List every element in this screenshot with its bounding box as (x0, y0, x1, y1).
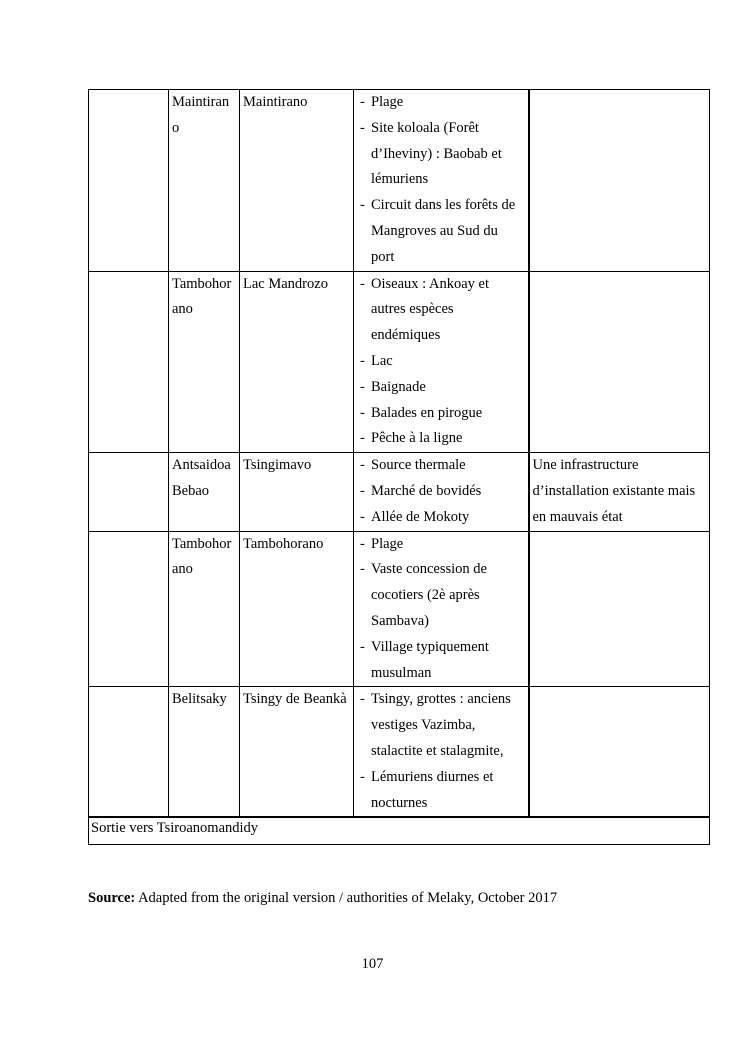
blank-region-cell (89, 531, 169, 687)
table-row (89, 90, 710, 272)
attraction-line: Mangroves au Sud du (371, 222, 498, 239)
attraction-line: nocturnes (371, 794, 428, 811)
remarks-cell (529, 90, 710, 272)
district-line: ano (172, 301, 193, 318)
attraction-line: vestiges Vazimba, (371, 717, 476, 734)
remarks-cell (529, 687, 710, 817)
attraction-line: Sambava) (371, 612, 429, 629)
attraction-line: - Site koloala (Forêt (371, 119, 479, 136)
exit-route-text: Sortie vers Tsiroanomandidy (89, 817, 710, 845)
attraction-line: d’Iheviny) : Baobab et (371, 145, 502, 162)
attraction-item (360, 479, 525, 505)
attraction-item (360, 635, 525, 687)
attraction-line: - Lémuriens diurnes et (371, 768, 494, 785)
attraction-line: - Source thermale (371, 457, 466, 474)
table-row (89, 453, 710, 531)
site-name: Tsingy de Beankà (243, 691, 347, 708)
attraction-line: autres espèces (371, 301, 454, 318)
attraction-line: - Plage (371, 94, 404, 110)
attractions-cell (354, 453, 529, 531)
attraction-line: - Allée de Mokoty (371, 508, 470, 525)
attraction-item (360, 401, 525, 427)
attractions-cell (354, 531, 529, 687)
attraction-item (360, 426, 525, 452)
attraction-item (360, 272, 525, 349)
attractions-cell (354, 90, 529, 272)
attractions-list (360, 272, 525, 453)
attraction-line: - Baignade (371, 378, 426, 395)
district-cell (169, 90, 240, 272)
attraction-line: - Circuit dans les forêts de (371, 197, 516, 214)
attraction-item (360, 453, 525, 479)
attraction-line: - Marché de bovidés (371, 482, 482, 499)
attractions-cell (354, 687, 529, 817)
site-name: Lac Mandrozo (243, 275, 328, 292)
site-cell (240, 271, 354, 453)
remarks-cell (529, 531, 710, 687)
attraction-line: - Vaste concession de (371, 561, 487, 578)
blank-region-cell (89, 687, 169, 817)
district-line: Antsaidoa (172, 457, 231, 474)
district-line: Bebao (172, 482, 210, 499)
district-line: Maintiran (172, 94, 230, 110)
attraction-line: endémiques (371, 327, 441, 344)
attraction-item (360, 193, 525, 270)
site-name: Tsingimavo (243, 457, 312, 474)
site-cell (240, 453, 354, 531)
attraction-line: - Pêche à la ligne (371, 430, 463, 447)
district-cell (169, 453, 240, 531)
attractions-list (360, 532, 525, 687)
remark-line: Une infrastructure (532, 457, 639, 474)
blank-region-cell (89, 453, 169, 531)
attraction-line: lémuriens (371, 171, 429, 188)
district-cell (169, 531, 240, 687)
blank-region-cell (89, 90, 169, 272)
attraction-item (360, 349, 525, 375)
remarks-cell (529, 271, 710, 453)
attraction-line: musulman (371, 664, 432, 681)
remarks-cell (529, 453, 710, 531)
attraction-line: port (371, 248, 395, 265)
district-line: o (172, 119, 180, 136)
attraction-item (360, 687, 525, 764)
site-name: Maintirano (243, 94, 308, 110)
attraction-line: - Oiseaux : Ankoay et (371, 275, 489, 292)
attraction-item (360, 375, 525, 401)
attraction-item (360, 90, 525, 116)
attraction-line: - Village typiquement (371, 638, 489, 655)
attraction-line: - Plage (371, 535, 404, 552)
table-row (89, 687, 710, 817)
attraction-line: stalactite et stalagmite, (371, 742, 504, 759)
table-row (89, 271, 710, 453)
attractions-list (360, 90, 525, 271)
source-text: Adapted from the original version / authorities of Melaky, October 2017 (135, 890, 558, 906)
page-number: 107 (361, 956, 384, 972)
district-line: ano (172, 561, 193, 578)
attractions-list (360, 453, 525, 530)
site-cell (240, 687, 354, 817)
attraction-item (360, 765, 525, 817)
site-cell (240, 531, 354, 687)
attractions-cell (354, 271, 529, 453)
district-cell (169, 687, 240, 817)
attractions-table (88, 89, 710, 845)
attraction-line: - Balades en pirogue (371, 404, 483, 421)
district-line: Tambohor (172, 535, 232, 552)
site-cell (240, 90, 354, 272)
table-body (89, 90, 710, 845)
table-row (89, 531, 710, 687)
source-note (88, 890, 557, 907)
remark-line: en mauvais état (532, 508, 623, 525)
attraction-line: cocotiers (2è après (371, 587, 480, 604)
attraction-item (360, 557, 525, 634)
district-line: Belitsaky (172, 691, 227, 708)
exit-route-row (89, 817, 710, 845)
blank-region-cell (89, 271, 169, 453)
attractions-list (360, 687, 525, 816)
attraction-item (360, 532, 525, 558)
attraction-item (360, 116, 525, 193)
attraction-item (360, 505, 525, 531)
attraction-line: - Lac (371, 352, 393, 369)
district-cell (169, 271, 240, 453)
attraction-line: - Tsingy, grottes : anciens (371, 691, 511, 708)
source-label: Source: (88, 890, 136, 906)
district-line: Tambohor (172, 275, 232, 292)
remark-line: d’installation existante mais (532, 482, 696, 499)
site-name: Tambohorano (243, 535, 324, 552)
